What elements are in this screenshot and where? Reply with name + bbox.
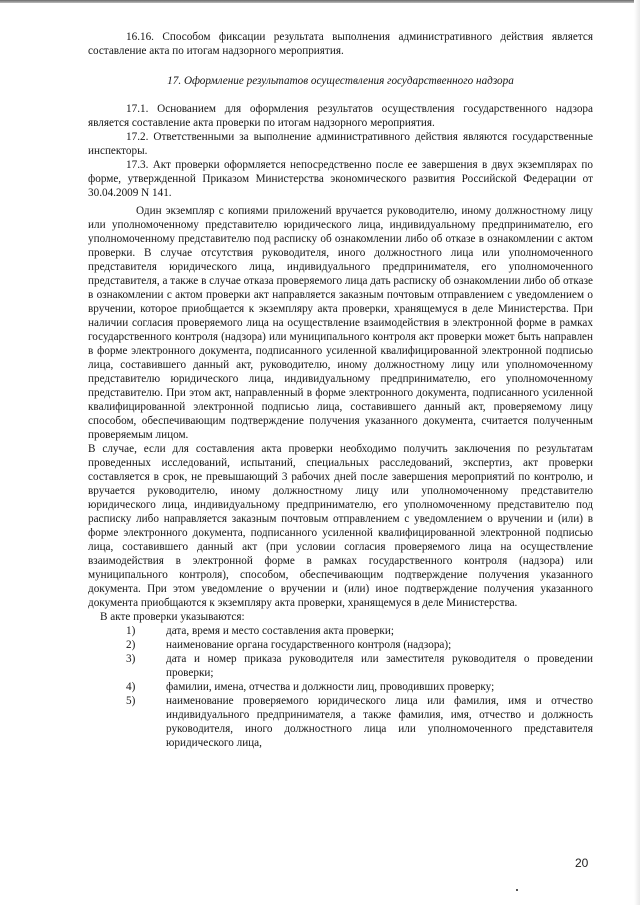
section-heading: 17. Оформление результатов осуществления государственного надзора (167, 75, 514, 87)
list-item-number: 2) (126, 639, 136, 651)
list-item (88, 638, 593, 652)
list-item-text: дата, время и место составления акта проверки; (166, 625, 394, 637)
document-body (88, 30, 593, 750)
list-intro: В акте проверки указываются: (100, 611, 245, 623)
list-item (88, 624, 593, 638)
paragraph-special-case: В случае, если для составления акта проверки необходимо получить заключения по результатам проведенных исследований, испытаний, специальных расследований, экспертиз, акт проверки составляется в срок, не превышающий 3 рабочих дней после завершения мероприятий по контролю, и вручается руководителю, иному должностному лицу или уполномоченному представителю юридического лица, индивидуальному предпринимателю, его уполномоченному представителю под расписку либо направляется заказным почтовым отправлением с уведомлением о вручении и (или) в форме электронного документа, подписанного усиленной квалифицированной электронной подписью лица, составившего данный акт (при условии согласия проверяемого лица на осуществление взаимодействия в электронной форме в рамках государственного контроля (надзора) или муниципального контроля), способом, обеспечивающим подтверждение получения указанного документа. При этом уведомление о вручении и (или) иное подтверждение получения указанного документа приобщаются к экземпляру акта проверки, хранящемуся в деле Министерства. (88, 443, 593, 609)
scan-right-edge (634, 0, 640, 905)
list-item (88, 694, 593, 750)
paragraph-17-3: 17.3. Акт проверки оформляется непосредственно после ее завершения в двух экземплярах по форме, утвержденной Приказом Министерства экономического развития Российской Федерации от 30.04.2009 N 141. (88, 159, 593, 199)
list-item-number: 3) (126, 653, 136, 665)
paragraph-copy-handover: Один экземпляр с копиями приложений вручается руководителю, иному должностному лицу или уполномоченному представителю юридического лица, индивидуальному предпринимателю, его уполномоченному представителю под расписку об ознакомлении либо об отказе в ознакомлении с актом проверки. В случае отсутствия руководителя, иного должностного лица или уполномоченного представителя юридического лица, индивидуального предпринимателя, его уполномоченного представителя, а также в случае отказа проверяемого лица дать расписку об ознакомлении либо об отказе в ознакомлении с актом проверки акт направляется заказным почтовым отправлением с уведомлением о вручении, которое приобщается к экземпляру акта проверки, хранящемуся в деле Министерства. При наличии согласия проверяемого лица на осуществление взаимодействия в электронной форме в рамках государственного контроля (надзора) или муниципального контроля акт проверки может быть направлен в форме электронного документа, подписанного усиленной квалифицированной электронной подписью лица, составившего данный акт, руководителю, иному должностному лицу или уполномоченному представителю юридического лица, индивидуальному предпринимателю, его уполномоченному представителю. При этом акт, направленный в форме электронного документа, подписанного усиленной квалифицированной электронной подписью лица, составившего данный акт, проверяемому лицу способом, обеспечивающим подтверждение получения указанного документа, считается полученным проверяемым лицом. (88, 205, 593, 441)
list-item-text: наименование проверяемого юридического лица или фамилия, имя и отчество индивидуального предпринимателя, а также фамилия, имя, отчество и должность руководителя, иного должностного лица или уполномоченного представителя юридического лица, (166, 695, 593, 749)
paragraph-17-1: 17.1. Основанием для оформления результатов осуществления государственного надзора является составление акта проверки по итогам надзорного мероприятия. (88, 103, 593, 129)
list-item (88, 680, 593, 694)
scan-top-edge (0, 0, 640, 3)
list-item-number: 1) (126, 625, 136, 637)
scan-speck (516, 889, 518, 891)
list-item-number: 4) (126, 681, 136, 693)
list-item-text: дата и номер приказа руководителя или заместителя руководителя о проведении проверки; (166, 653, 593, 679)
paragraph-16-16: 16.16. Способом фиксации результата выполнения административного действия является составление акта по итогам надзорного мероприятия. (88, 31, 593, 57)
list-item-number: 5) (126, 695, 136, 707)
list-item-text: наименование органа государственного контроля (надзора); (166, 639, 452, 651)
page-number: 20 (575, 856, 589, 870)
list-item (88, 652, 593, 680)
list-item-text: фамилии, имена, отчества и должности лиц, проводивших проверку; (166, 681, 495, 693)
paragraph-17-2: 17.2. Ответственными за выполнение административного действия являются государственные инспекторы. (88, 131, 593, 157)
